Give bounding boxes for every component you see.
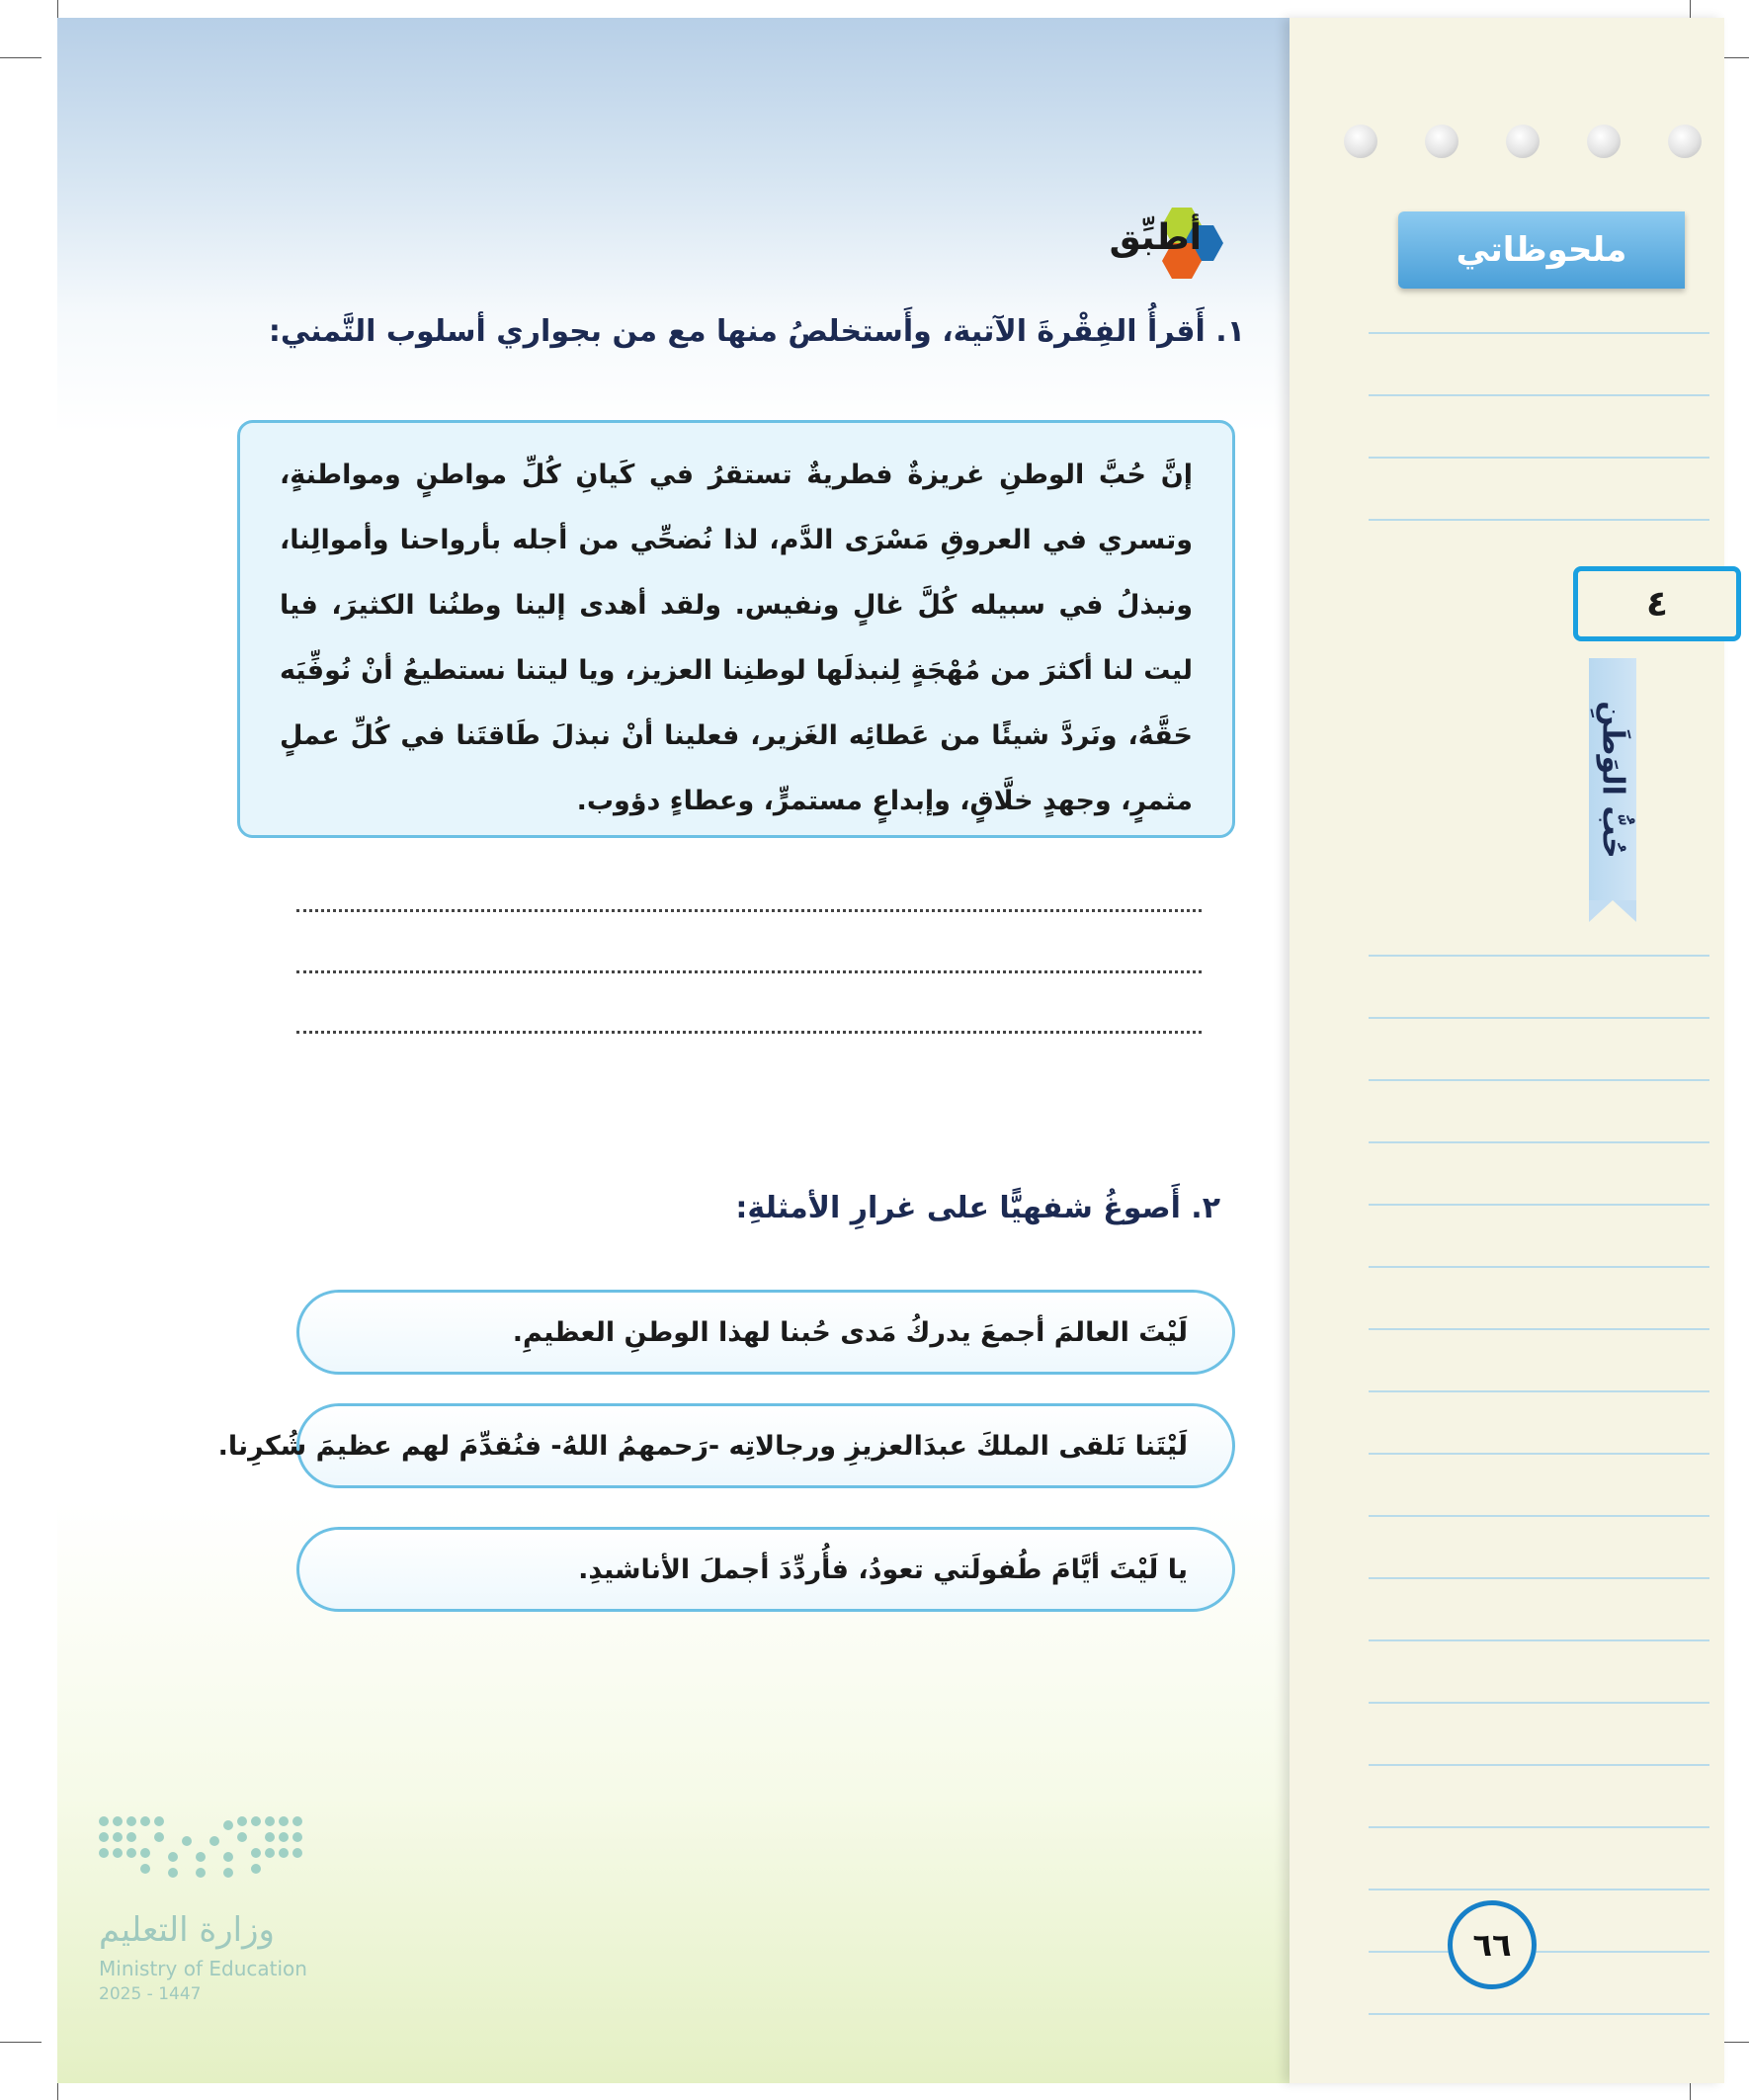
notes-ruled-line bbox=[1369, 1515, 1709, 1517]
logo-dot bbox=[251, 1816, 261, 1826]
logo-dot bbox=[279, 1816, 289, 1826]
example-sentence: يا لَيْتَ أيَّامَ طُفولَتي تعودُ، فأُردِّدَ أجملَ الأناشيدِ. bbox=[578, 1554, 1188, 1585]
logo-dot bbox=[154, 1832, 164, 1842]
notes-ruled-line bbox=[1369, 1639, 1709, 1641]
notes-ruled-line bbox=[1369, 1453, 1709, 1455]
notes-ruled-line bbox=[1369, 1328, 1709, 1330]
logo-dot bbox=[126, 1848, 136, 1858]
section-header bbox=[1065, 206, 1253, 275]
notes-ruled-line bbox=[1369, 519, 1709, 521]
unit-title-ribbon bbox=[1589, 658, 1636, 900]
logo-dot bbox=[140, 1864, 150, 1874]
logo-dot bbox=[168, 1868, 178, 1878]
notes-ruled-line bbox=[1369, 1764, 1709, 1766]
logo-dot bbox=[265, 1816, 275, 1826]
notes-ruled-line bbox=[1369, 1702, 1709, 1704]
example-sentence-box bbox=[296, 1290, 1235, 1375]
binder-hole-icon bbox=[1587, 125, 1621, 158]
logo-dot bbox=[237, 1816, 247, 1826]
logo-dot bbox=[140, 1848, 150, 1858]
logo-dot bbox=[279, 1848, 289, 1858]
binder-hole-icon bbox=[1425, 125, 1458, 158]
logo-dot bbox=[99, 1848, 109, 1858]
logo-dot bbox=[196, 1852, 206, 1862]
section-title: أطبِّق bbox=[1109, 217, 1202, 258]
answer-line[interactable] bbox=[296, 909, 1202, 912]
logo-dot bbox=[237, 1832, 247, 1842]
passage-text: إنَّ حُبَّ الوطنِ غريزةٌ فطريةٌ تستقرُ في كَيانِ كُلِّ مواطنٍ ومواطنةٍ، وتسري في العروقِ مَسْرَى الدَّم، لذا نُضحِّي من أجله بأرواحنا وأموالِنا، ونبذلُ في سبيله كُلَّ غالٍ ونفيس. ولقد أهدى إلينا وطنُنا الكثيرَ، فيا ليت لنا أكثرَ من مُهْجَةٍ لِنبذلَها لوطنِنا العزيز، ويا ليتنا نستطيعُ أنْ نُوفِّيَه حَقَّهُ، ونَردَّ شيئًا من عَطائِه الغَزير، فعلينا أنْ نبذلَ طَاقتَنا في كُلِّ عملٍ مثمرٍ، وجهدٍ خلَّاقٍ، وإبداعٍ مستمرٍّ، وعطاءٍ دؤوب. bbox=[280, 460, 1193, 816]
logo-dot bbox=[209, 1836, 219, 1846]
logo-dot bbox=[113, 1832, 123, 1842]
notes-ruled-line bbox=[1369, 1017, 1709, 1019]
example-sentence: لَيْتَ العالمَ أجمعَ يدركُ مَدى حُبنا لهذا الوطنِ العظيمِ. bbox=[512, 1316, 1188, 1348]
logo-dot bbox=[292, 1848, 302, 1858]
logo-dot bbox=[265, 1848, 275, 1858]
crop-mark bbox=[0, 57, 42, 58]
logo-dot bbox=[113, 1816, 123, 1826]
logo-dot bbox=[154, 1816, 164, 1826]
logo-dot bbox=[168, 1852, 178, 1862]
example-sentence: لَيْتَنا نَلقى الملكَ عبدَالعزيزِ ورجالاتِه -رَحمهمُ اللهُ- فنُقدِّمَ لهم عظيمَ شُكرِنا. bbox=[217, 1430, 1188, 1462]
notes-ruled-line bbox=[1369, 1141, 1709, 1143]
logo-dot bbox=[140, 1816, 150, 1826]
logo-dot bbox=[99, 1832, 109, 1842]
notes-ruled-line bbox=[1369, 2013, 1709, 2015]
passage-box bbox=[237, 420, 1235, 838]
logo-dot bbox=[223, 1820, 233, 1830]
logo-dot bbox=[223, 1868, 233, 1878]
ministry-name-arabic: وزارة التعليم bbox=[99, 1910, 275, 1950]
logo-dot bbox=[265, 1832, 275, 1842]
binder-hole-icon bbox=[1506, 125, 1540, 158]
notes-ruled-line bbox=[1369, 457, 1709, 459]
notes-ruled-line bbox=[1369, 955, 1709, 957]
notes-ruled-line bbox=[1369, 1266, 1709, 1268]
notes-ruled-line bbox=[1369, 1390, 1709, 1392]
unit-number: ٤ bbox=[1646, 583, 1668, 625]
notes-ruled-line bbox=[1369, 1577, 1709, 1579]
binder-hole-icon bbox=[1668, 125, 1702, 158]
edition-year: 2025 - 1447 bbox=[99, 1984, 202, 2004]
logo-dot bbox=[99, 1816, 109, 1826]
binder-hole-icon bbox=[1344, 125, 1377, 158]
notes-ruled-line bbox=[1369, 1889, 1709, 1890]
notes-ruled-line bbox=[1369, 1079, 1709, 1081]
ministry-name-english: Ministry of Education bbox=[99, 1957, 307, 1980]
question1-prompt: ١. أَقرأُ الفِقْرةَ الآتية، وأَستخلصُ منها مع من بجواري أسلوب التَّمني: bbox=[268, 314, 1245, 349]
answer-line[interactable] bbox=[296, 970, 1202, 973]
notes-ruled-line bbox=[1369, 394, 1709, 396]
example-sentence-box bbox=[296, 1527, 1235, 1612]
notes-title-tab bbox=[1398, 211, 1685, 289]
page-number: ٦٦ bbox=[1472, 1926, 1512, 1964]
notes-title: ملحوظاتي bbox=[1456, 230, 1627, 270]
logo-dot bbox=[279, 1832, 289, 1842]
question2-prompt: ٢. أَصوغُ شفهيًّا على غرارِ الأمثلةِ: bbox=[735, 1191, 1220, 1225]
logo-dot bbox=[251, 1848, 261, 1858]
logo-dot bbox=[126, 1816, 136, 1826]
crop-mark bbox=[0, 2042, 42, 2043]
notes-panel bbox=[1290, 18, 1724, 2083]
logo-dot bbox=[126, 1832, 136, 1842]
page-number-circle bbox=[1448, 1900, 1537, 1989]
unit-number-box bbox=[1573, 566, 1741, 641]
notes-ruled-line bbox=[1369, 1951, 1709, 1953]
logo-dot bbox=[292, 1832, 302, 1842]
logo-dot bbox=[196, 1868, 206, 1878]
logo-dot bbox=[223, 1852, 233, 1862]
answer-line[interactable] bbox=[296, 1031, 1202, 1034]
notes-ruled-line bbox=[1369, 332, 1709, 334]
example-sentence-box bbox=[217, 1403, 1235, 1488]
notes-ruled-line bbox=[1369, 1204, 1709, 1206]
notes-ruled-line bbox=[1369, 1826, 1709, 1828]
unit-title: حُبُّ الوَطَنِ bbox=[1595, 700, 1630, 859]
logo-dot bbox=[251, 1864, 261, 1874]
logo-dot bbox=[292, 1816, 302, 1826]
logo-dot bbox=[182, 1836, 192, 1846]
logo-dot bbox=[113, 1848, 123, 1858]
